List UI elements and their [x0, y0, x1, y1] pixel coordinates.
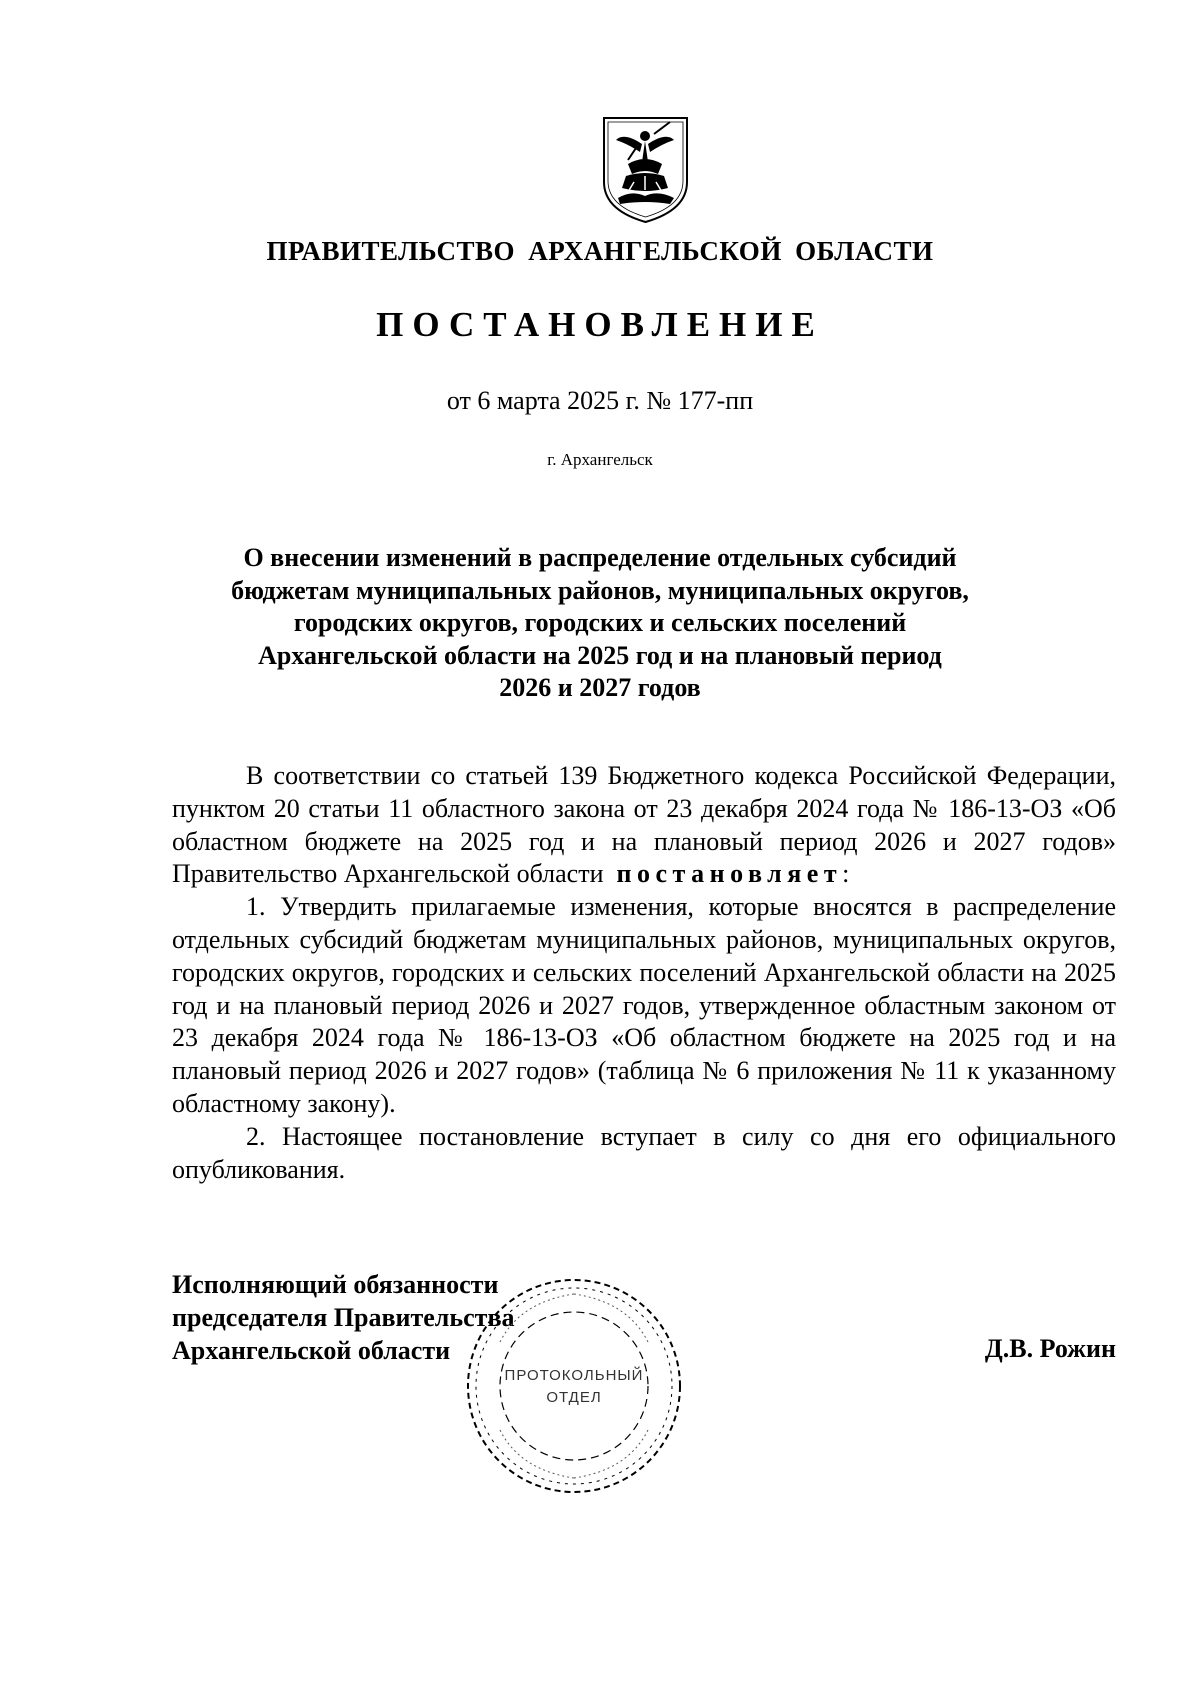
organization-name: ПРАВИТЕЛЬСТВО АРХАНГЕЛЬСКОЙ ОБЛАСТИ — [266, 236, 934, 266]
title-line: О внесении изменений в распределение отдельных субсидий — [243, 543, 957, 572]
document-title — [200, 542, 1000, 705]
document-city: г. Архангельск — [547, 450, 653, 469]
preamble-text: В соответствии со статьей 139 Бюджетного кодекса Российской Федерации, пунктом 20 статьи 11 областного закона от 23 декабря 2024 года № 186-13-ОЗ «Об областном бюджете на 2025 год и на плановый период 2026 и 2027 годов» Правительство Архангельской области — [172, 761, 1116, 889]
official-stamp-icon — [460, 1272, 688, 1500]
signatory-line: председателя Правительства — [172, 1303, 515, 1332]
title-line: 2026 и 2027 годов — [499, 673, 701, 702]
title-line: Архангельской области на 2025 год и на плановый период — [258, 640, 942, 670]
document-date-number: от 6 марта 2025 г. № 177-пп — [446, 386, 754, 415]
title-line: бюджетам муниципальных районов, муниципальных округов, — [231, 575, 969, 605]
document-body — [172, 760, 1116, 1186]
item-2-paragraph: 2. Настоящее постановление вступает в силу со дня его официального опубликования. — [172, 1121, 1116, 1184]
item-1-paragraph: 1. Утвердить прилагаемые изменения, которые вносятся в распределение отдельных субсидий бюджетам муниципальных районов, муниципальных округов, городских округов, городских и сельских поселений Архангельской области на 2025 год и на плановый период 2026 и 2027 годов, утвержденное областным законом от 23 декабря 2024 года № 186-13-ОЗ «Об областном бюджете на 2025 год и на плановый период 2026 и 2027 годов» (таблица № 6 приложения № 11 к указанному областному закону). — [172, 892, 1116, 1118]
document-type: ПОСТАНОВЛЕНИЕ — [376, 305, 824, 344]
title-line: городских округов, городских и сельских поселений — [293, 608, 907, 637]
stamp-center-line: ОТДЕЛ — [546, 1389, 602, 1406]
preamble-paragraph — [172, 760, 1116, 891]
decree-word: постановляет — [616, 859, 843, 889]
signatory-line: Архангельской области — [172, 1336, 451, 1365]
stamp-center-line: ПРОТОКОЛЬНЫЙ — [504, 1367, 644, 1384]
decree-colon: : — [842, 859, 850, 889]
signatory-name: Д.В. Рожин — [984, 1334, 1116, 1363]
signatory-line: Исполняющий обязанности — [172, 1270, 499, 1299]
coat-of-arms-icon — [598, 114, 693, 226]
